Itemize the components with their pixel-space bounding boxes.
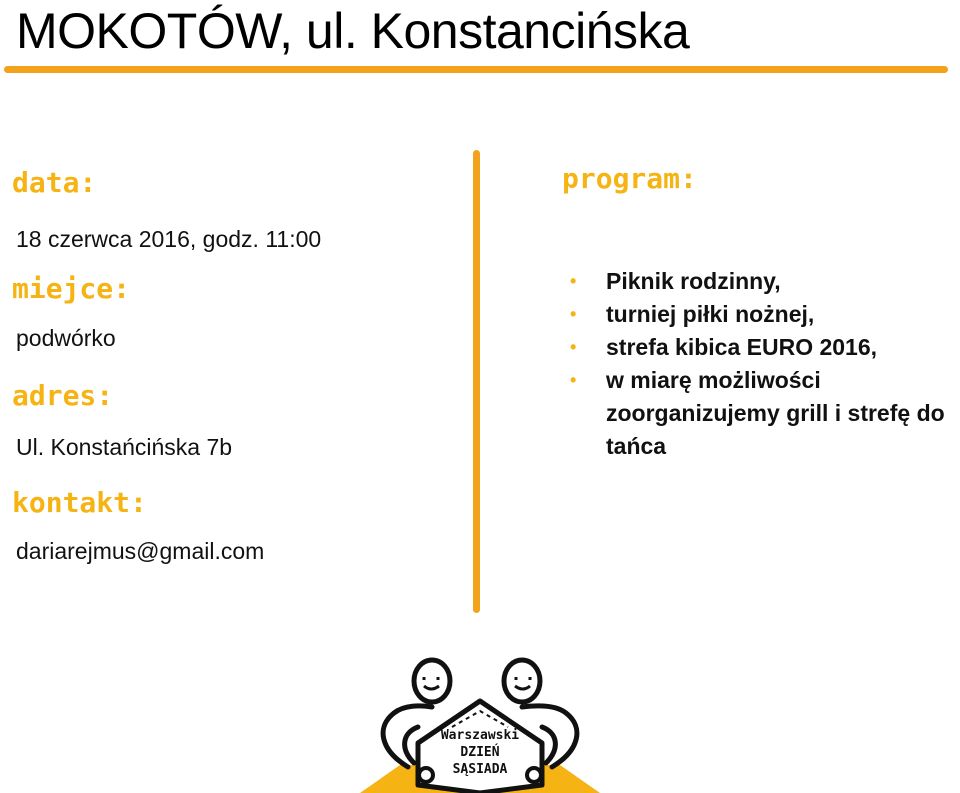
bullet-icon: • (570, 370, 577, 390)
dzien-sasiada-logo (360, 655, 600, 793)
program-item-text: Piknik rodzinny, (606, 268, 781, 294)
list-item (570, 364, 960, 463)
date-label: data: (12, 166, 97, 199)
column-divider (473, 150, 480, 613)
contact-label: kontakt: (12, 486, 147, 519)
program-item-text: turniej piłki nożnej, (606, 301, 815, 327)
address-value: Ul. Konstańcińska 7b (16, 434, 233, 460)
contact-email[interactable]: dariarejmus@gmail.com (16, 538, 265, 564)
list-item (570, 331, 960, 364)
bullet-icon: • (570, 271, 577, 291)
program-label: program: (562, 162, 697, 195)
logo-text-line2: DZIEŃ (460, 745, 500, 760)
page-title: MOKOTÓW, ul. Konstancińska (16, 3, 690, 59)
logo-text-line1: Warszawski (440, 728, 520, 743)
place-value: podwórko (16, 325, 116, 351)
list-item (570, 298, 960, 331)
place-label: miejce: (12, 272, 131, 305)
list-item (570, 265, 960, 298)
logo-left-hand (419, 768, 433, 782)
header-divider (4, 66, 948, 73)
address-label: adres: (12, 379, 114, 412)
logo-text-line3: SĄSIADA (452, 762, 508, 777)
program-list (570, 265, 960, 463)
bullet-icon: • (570, 337, 577, 357)
program-item-text: w miarę możliwości zoorganizujemy grill i strefę do tańca (606, 367, 945, 459)
program-item-text: strefa kibica EURO 2016, (606, 334, 878, 360)
date-value: 18 czerwca 2016, godz. 11:00 (16, 226, 322, 252)
bullet-icon: • (570, 304, 577, 324)
logo-right-hand (527, 768, 541, 782)
